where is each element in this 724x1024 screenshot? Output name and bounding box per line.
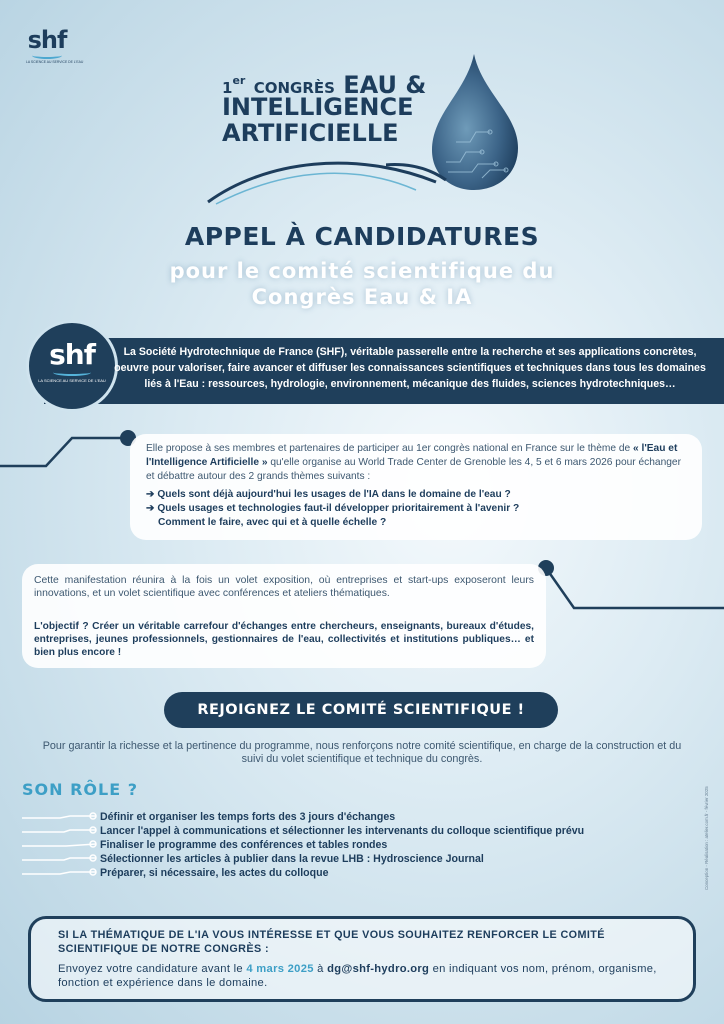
design-credit: Conception - Réalisation : atelier.com.fr - février 2025 — [704, 786, 709, 890]
arrow-icon: ➔ — [146, 503, 158, 514]
contact-email-link[interactable]: dg@shf-hydro.org — [327, 963, 430, 975]
role-item: Finaliser le programme des conférences et tables rondes — [100, 839, 388, 851]
event-description-text: Cette manifestation réunira à la fois un volet exposition, où entreprises et start-ups exposeront leurs innovations, et un volet scientifique avec conférences et ateliers thématiques. — [34, 575, 534, 599]
committee-intro: Pour garantir la richesse et la pertinence du programme, nous renforçons notre comité scientifique, en charge de la construction et du suivi du volet scientifique et technique du congrès. — [42, 740, 682, 765]
application-title: SI LA THÉMATIQUE DE L'IA VOUS INTÉRESSE ET QUE VOUS SOUHAITEZ RENFORCER LE COMITÉ SCIENTIFIQUE DE NOTRE CONGRÈS : — [58, 929, 605, 955]
headline-sub — [0, 258, 724, 310]
banner-logo-badge — [26, 320, 118, 412]
application-text-2: à — [313, 963, 328, 975]
question-2 — [146, 502, 690, 516]
congress-title-line3: ARTIFICIELLE — [222, 119, 399, 147]
banner-logo-tagline: LA SCIENCE AU SERVICE DE L'EAU — [38, 378, 106, 383]
deadline-date: 4 mars 2025 — [246, 963, 314, 975]
role-item: Lancer l'appel à communications et sélectionner les intervenants du colloque scientifique prévu — [100, 825, 585, 837]
application-text-1: Envoyez votre candidature avant le — [58, 963, 247, 975]
application-instructions — [58, 962, 678, 990]
info-text-end: qu'elle organise au World Trade Center de Grenoble les 4, 5 et 6 mars 2026 pour échanger et débattre autour des 2 grands thèmes suivants : — [146, 457, 681, 482]
question-1 — [146, 488, 690, 502]
application-text-3: en indiquant vos nom, prénom, organisme, fonction et expérience dans le domaine. — [58, 963, 657, 989]
headline-main: APPEL À CANDIDATURES — [184, 222, 540, 251]
shf-logo — [26, 26, 84, 64]
role-list — [100, 810, 660, 880]
congress-eau: EAU & — [343, 71, 427, 99]
arrow-icon: ➔ — [146, 489, 158, 500]
info-theme: « l'Eau et l'Intelligence Artificielle » — [146, 443, 678, 468]
question-1-text: Quels sont déjà aujourd'hui les usages de l'IA dans le domaine de l'eau ? — [157, 489, 511, 500]
banner-text: La Société Hydrotechnique de France (SHF), véritable passerelle entre la recherche et ses applications concrètes, oeuvre pour valoriser, faire avancer et diffuser les connaissances scientifiques et techniques dans tous les domaines liés à l'Eau : ressources, hydrologie, environnement, mécanique des fluides, sciences hydrotechniques… — [114, 346, 706, 390]
logo-tagline: LA SCIENCE AU SERVICE DE L'EAU — [26, 60, 84, 64]
info-text-start: Elle propose à ses membres et partenaires de participer au 1er congrès national en France sur le thème de — [146, 443, 634, 454]
role-item: Sélectionner les articles à publier dans la revue LHB : Hydroscience Journal — [100, 853, 484, 865]
role-item: Préparer, si nécessaire, les actes du colloque — [100, 867, 329, 879]
congress-title-line2: INTELLIGENCE — [222, 93, 414, 121]
banner-logo-word: shf — [49, 338, 95, 371]
logo-word: shf — [27, 26, 67, 54]
congress-ordinal: 1 — [222, 79, 233, 97]
role-title: SON RÔLE ? — [22, 780, 138, 799]
question-2-continued: Comment le faire, avec qui et à quelle échelle ? — [158, 517, 387, 528]
event-objective-text: L'objectif ? Créer un véritable carrefour d'échanges entre chercheurs, enseignants, bureaux d'études, entreprises, jeunes professionnels, gestionnaires de l'eau, collectivités et institutions publiques… et bien plus encore ! — [34, 621, 534, 658]
congress-word: CONGRÈS — [253, 79, 335, 97]
title-swoosh — [206, 150, 466, 206]
role-item: Définir et organiser les temps forts des 3 jours d'échanges — [100, 811, 396, 823]
headline-sub-line1: pour le comité scientifique du — [169, 259, 555, 283]
question-2-text: Quels usages et technologies faut-il développer prioritairement à l'avenir ? — [157, 503, 520, 514]
question-list — [146, 488, 690, 530]
congress-info-text — [146, 442, 690, 530]
congress-ordinal-suffix: er — [232, 74, 246, 87]
join-committee-banner: REJOIGNEZ LE COMITÉ SCIENTIFIQUE ! — [164, 692, 558, 728]
headline-sub-line2: Congrès Eau & IA — [251, 285, 473, 309]
